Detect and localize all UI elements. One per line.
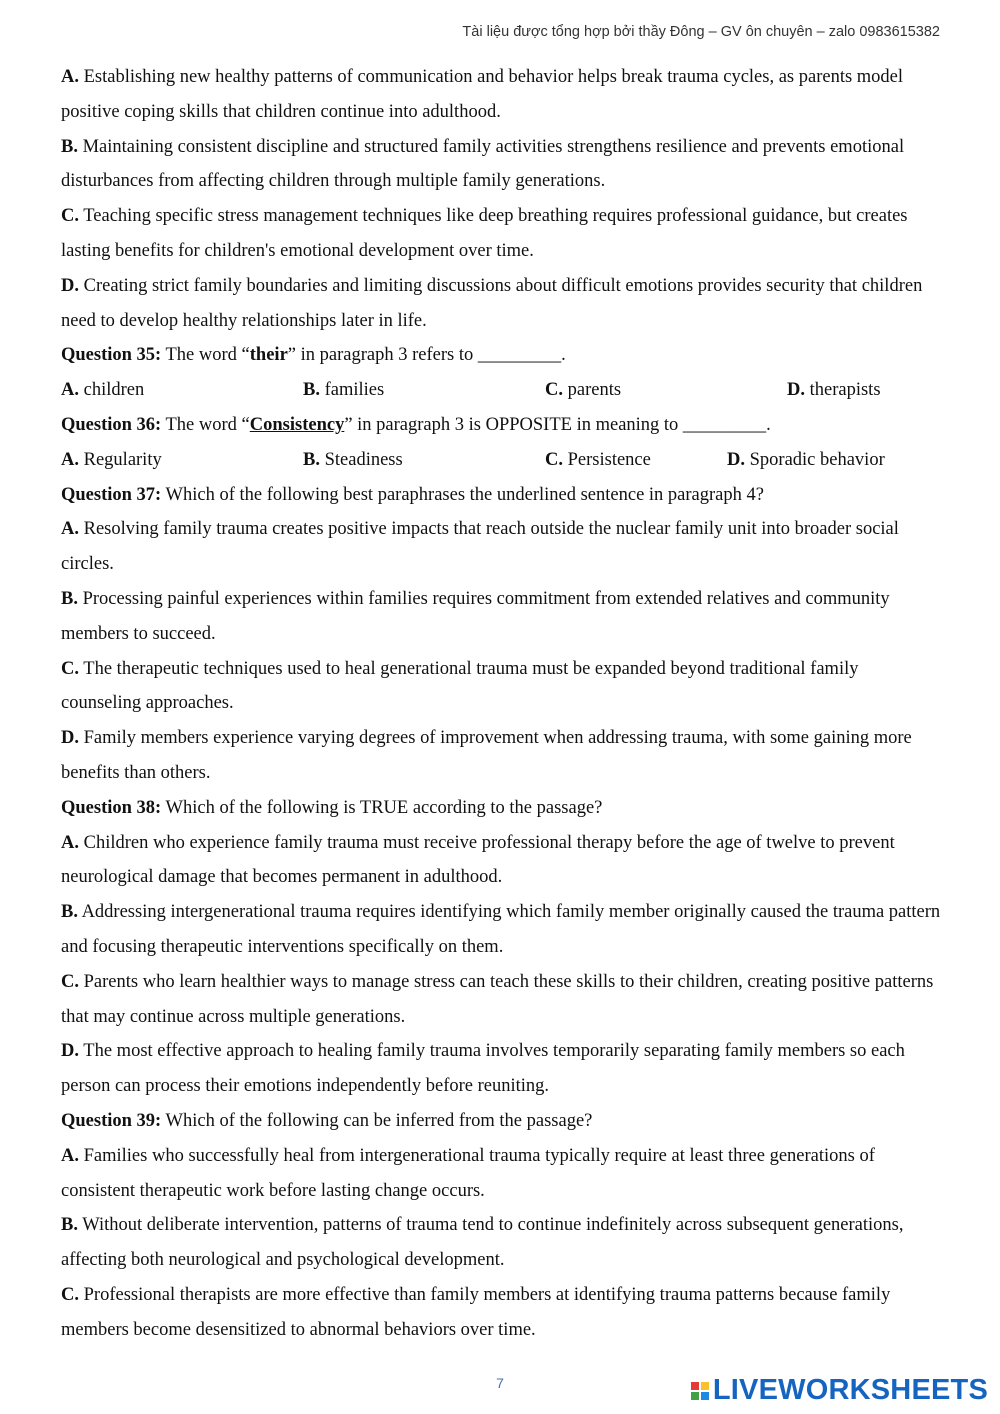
option-text: The most effective approach to healing family trauma involves temporarily separating family members so each person can process their emotions independently before reuniting. <box>61 1041 905 1097</box>
option-text: Creating strict family boundaries and limiting discussions about difficult emotions provides security that children need to develop healthy relationships later in life. <box>61 275 923 331</box>
q37-stem <box>61 478 941 513</box>
option-letter: A. <box>61 1145 79 1166</box>
q35-option-c <box>545 373 787 408</box>
option-text: Parents who learn healthier ways to manage stress can teach these skills to their children, creating positive patterns that may continue across multiple generations. <box>61 971 934 1027</box>
q36-options <box>61 443 941 478</box>
page-number: 7 <box>496 1375 504 1391</box>
stem-text: The word “ <box>161 414 250 435</box>
option-letter: A. <box>61 67 79 87</box>
option-letter: A. <box>61 449 79 470</box>
option-letter: C. <box>61 658 79 679</box>
logo-square <box>691 1392 699 1400</box>
option-text: Family members experience varying degrees of improvement when addressing trauma, with some gaining more benefits than others. <box>61 728 912 783</box>
question-label: Question 38: <box>61 797 162 818</box>
q35-option-d <box>787 373 881 408</box>
option-letter: C. <box>61 971 79 992</box>
q39-option-a <box>61 1139 941 1209</box>
q39-option-b <box>61 1208 941 1278</box>
q39-stem <box>61 1104 941 1139</box>
option-text: Steadiness <box>319 449 403 470</box>
option-letter: A. <box>61 832 79 853</box>
option-text: The therapeutic techniques used to heal generational trauma must be expanded beyond traditional family counseling approaches. <box>61 658 859 714</box>
logo-square <box>691 1382 699 1390</box>
question-label: Question 36: <box>61 414 162 435</box>
option-text: Resolving family trauma creates positive impacts that reach outside the nuclear family unit into broader social circles. <box>61 519 899 575</box>
option-text: Without deliberate intervention, patterns of trauma tend to continue indefinitely across subsequent generations, affecting both neurological and psychological development. <box>61 1215 904 1271</box>
logo-square <box>701 1392 709 1400</box>
option-text: Teaching specific stress management techniques like deep breathing requires professional guidance, but creates lasting benefits for children's emotional development over time. <box>61 206 908 261</box>
logo-square <box>701 1382 709 1390</box>
q37-option-c <box>61 652 941 722</box>
q36-option-c <box>545 443 727 478</box>
option-text: Sporadic behavior <box>745 449 885 470</box>
q39-option-c <box>61 1278 941 1348</box>
option-letter: B. <box>61 588 78 609</box>
option-text: Families who successfully heal from intergenerational trauma typically require at least three generations of consistent therapeutic work before lasting change occurs. <box>61 1145 875 1201</box>
option-letter: D. <box>61 1041 79 1062</box>
option-letter: A. <box>61 519 79 540</box>
q34-option-c <box>61 199 941 269</box>
option-text: Children who experience family trauma must receive professional therapy before the age of twelve to prevent neurological damage that becomes permanent in adulthood. <box>61 832 895 888</box>
option-text: therapists <box>805 380 881 401</box>
q35-option-b <box>303 373 545 408</box>
stem-text: The word “ <box>161 345 250 366</box>
option-text: Processing painful experiences within families requires commitment from extended relatives and community members to succeed. <box>61 588 890 644</box>
target-word: Consistency <box>249 414 345 435</box>
option-letter: D. <box>787 380 805 401</box>
option-letter: B. <box>61 136 78 157</box>
option-letter: B. <box>303 449 320 470</box>
q36-option-b <box>303 443 545 478</box>
stem-text: Which of the following can be inferred from the passage? <box>161 1110 593 1131</box>
brand-name: LIVEWORKSHEETS <box>712 1374 988 1406</box>
option-text: Addressing intergenerational trauma requires identifying which family member originally caused the trauma pattern and focusing therapeutic interventions specifically on them. <box>61 902 941 957</box>
option-text: Professional therapists are more effective than family members at identifying trauma patterns because family members become desensitized to abnormal behaviors over time. <box>61 1284 891 1340</box>
target-word: their <box>249 345 288 366</box>
q36-option-a <box>61 443 303 478</box>
q37-option-a <box>61 512 941 582</box>
option-letter: D. <box>61 728 79 749</box>
option-letter: D. <box>61 275 79 296</box>
option-text: Maintaining consistent discipline and structured family activities strengthens resilience and prevents emotional disturbances from affecting children through multiple family generations. <box>61 136 905 192</box>
q38-option-c <box>61 965 941 1035</box>
option-letter: B. <box>61 902 78 923</box>
stem-text: Which of the following best paraphrases the underlined sentence in paragraph 4? <box>161 484 764 505</box>
option-letter: C. <box>545 380 563 401</box>
q35-stem <box>61 338 941 373</box>
option-text: children <box>79 380 145 401</box>
q38-option-d <box>61 1034 941 1104</box>
q37-option-d <box>61 721 941 791</box>
option-text: families <box>319 380 385 401</box>
page-header: Tài liệu được tổng hợp bởi thầy Đông – GV ôn chuyên – zalo 0983615382 <box>462 24 940 40</box>
liveworksheets-logo-icon <box>691 1382 709 1400</box>
option-letter: B. <box>61 1215 78 1236</box>
option-letter: C. <box>545 449 563 470</box>
q34-option-d <box>61 269 941 339</box>
stem-text: ” in paragraph 3 is OPPOSITE in meaning to _________. <box>344 414 771 435</box>
stem-text: ” in paragraph 3 refers to _________. <box>287 345 566 366</box>
option-text: parents <box>563 380 622 401</box>
question-label: Question 39: <box>61 1110 162 1131</box>
q34-option-b <box>61 130 941 200</box>
question-content <box>61 60 941 1347</box>
q38-option-b <box>61 895 941 965</box>
q37-option-b <box>61 582 941 652</box>
option-text: Establishing new healthy patterns of communication and behavior helps break trauma cycles, as parents model positive coping skills that children continue into adulthood. <box>61 67 904 122</box>
option-letter: D. <box>727 449 745 470</box>
stem-text: Which of the following is TRUE according to the passage? <box>161 797 603 818</box>
option-letter: B. <box>303 380 320 401</box>
liveworksheets-brand[interactable] <box>691 1374 988 1407</box>
q35-options <box>61 373 941 408</box>
q36-option-d <box>727 443 885 478</box>
option-letter: C. <box>61 206 79 227</box>
option-text: Persistence <box>563 449 651 470</box>
q36-stem <box>61 408 941 443</box>
option-letter: A. <box>61 380 79 401</box>
q38-stem <box>61 791 941 826</box>
q35-option-a <box>61 373 303 408</box>
option-letter: C. <box>61 1284 79 1305</box>
q38-option-a <box>61 826 941 896</box>
q34-option-a <box>61 60 941 130</box>
question-label: Question 35: <box>61 345 162 366</box>
option-text: Regularity <box>79 449 162 470</box>
question-label: Question 37: <box>61 484 162 505</box>
